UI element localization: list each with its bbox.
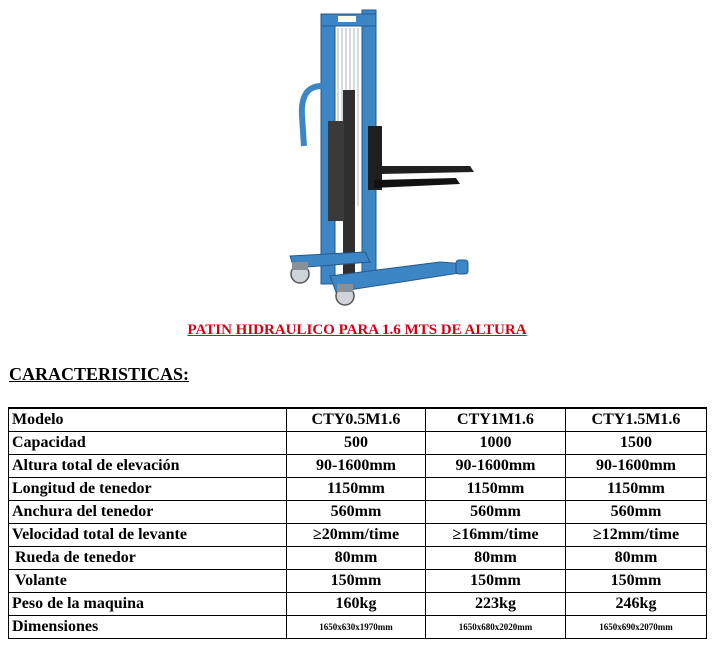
table-cell: 500 (287, 432, 426, 455)
spec-table (8, 407, 707, 639)
row-label: Dimensiones (9, 616, 287, 639)
table-cell: 150mm (287, 570, 426, 593)
table-row (9, 478, 707, 501)
table-cell: 80mm (426, 547, 566, 570)
row-label: Volante (9, 570, 287, 593)
table-cell: 223kg (426, 593, 566, 616)
table-cell: 560mm (287, 501, 426, 524)
table-cell: 90-1600mm (287, 455, 426, 478)
table-row (9, 616, 707, 639)
row-label: Velocidad total de levante (9, 524, 287, 547)
table-cell: 150mm (566, 570, 707, 593)
model-header: CTY1.5M1.6 (566, 408, 707, 432)
row-label: Longitud de tenedor (9, 478, 287, 501)
table-row (9, 524, 707, 547)
table-cell: ≥20mm/time (287, 524, 426, 547)
table-cell: 80mm (566, 547, 707, 570)
table-cell: 90-1600mm (566, 455, 707, 478)
table-cell: 1000 (426, 432, 566, 455)
row-label: Capacidad (9, 432, 287, 455)
table-cell: 80mm (287, 547, 426, 570)
table-row (9, 570, 707, 593)
table-cell: 90-1600mm (426, 455, 566, 478)
table-cell: 246kg (566, 593, 707, 616)
model-header: CTY0.5M1.6 (287, 408, 426, 432)
manual-stacker-image (270, 6, 480, 308)
table-cell: 150mm (426, 570, 566, 593)
row-label: Rueda de tenedor (9, 547, 287, 570)
table-cell: 1500 (566, 432, 707, 455)
table-row (9, 455, 707, 478)
table-cell: 560mm (566, 501, 707, 524)
table-cell: 160kg (287, 593, 426, 616)
table-cell: 1150mm (426, 478, 566, 501)
table-row (9, 593, 707, 616)
table-cell: 1650x680x2020mm (426, 616, 566, 639)
row-label: Peso de la maquina (9, 593, 287, 616)
table-cell: 560mm (426, 501, 566, 524)
header-label: Modelo (9, 408, 287, 432)
table-row (9, 432, 707, 455)
table-header-row (9, 408, 707, 432)
table-cell: 1650x690x2070mm (566, 616, 707, 639)
table-cell: 1150mm (566, 478, 707, 501)
table-cell: ≥16mm/time (426, 524, 566, 547)
model-header: CTY1M1.6 (426, 408, 566, 432)
table-cell: 1150mm (287, 478, 426, 501)
table-cell: ≥12mm/time (566, 524, 707, 547)
product-title: PATIN HIDRAULICO PARA 1.6 MTS DE ALTURA (187, 322, 527, 338)
row-label: Anchura del tenedor (9, 501, 287, 524)
row-label: Altura total de elevación (9, 455, 287, 478)
section-heading: CARACTERISTICAS: (9, 364, 190, 384)
table-row (9, 547, 707, 570)
table-cell: 1650x630x1970mm (287, 616, 426, 639)
table-row (9, 501, 707, 524)
